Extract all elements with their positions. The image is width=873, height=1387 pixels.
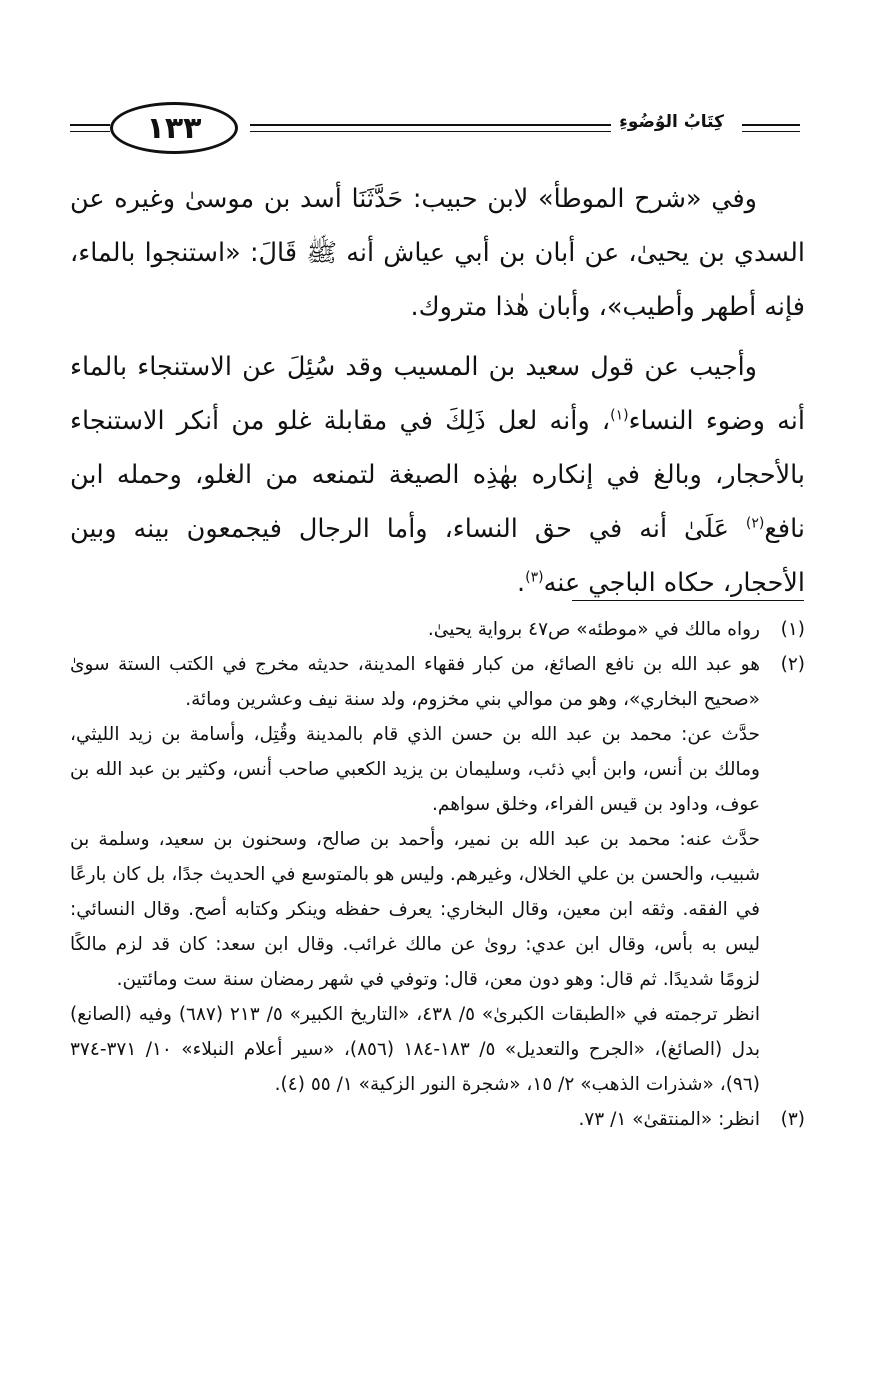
footnote-ref[interactable]: (٢) [745,515,765,532]
footnote-text: حدَّث عنه: محمد بن عبد الله بن نمير، وأحمد بن صالح، وسحنون بن سعيد، وسلمة بن شبيب، والحسن بن علي الخلال، وغيرهم. وليس هو بالمتوسع في الحديث جدًا، بل كان بارعًا في الفقه. وثقه ابن معين، وقال البخاري: يعرف حفظه وينكر وكتابه أصح. وقال النسائي: ليس به بأس، وقال ابن عدي: روىٰ عن مالك غرائب. وقال ابن سعد: كان قد لزم مالكًا لزومًا شديدًا. ثم قال: وهو دون معن، قال: وتوفي في شهر رمضان سنة ست ومائتين. [70,829,760,990]
footnote-continuation [70,717,805,822]
paragraph-text: وأجيب عن قول سعيد بن المسيب وقد سُئِلَ عن الاستنجاء بالماء أنه وضوء النساء [70,352,805,436]
footnote-ref[interactable]: (١) [610,407,629,424]
footnote-text: هو عبد الله بن نافع الصائغ، من كبار فقهاء المدينة، حديثه مخرج في الكتب الستة سوىٰ «صحيح البخاري»، وهو من موالي بني مخزوم، ولد سنة نيف وعشرين ومائة. [70,654,760,710]
footnote [70,612,805,647]
footnote-number: (٢) [780,654,805,675]
page-number: ١٣٣ [110,102,238,154]
footnote-continuation [70,822,805,997]
footnote [70,1102,805,1137]
paragraph-text: ، وأنه لعل ذَلِكَ في مقابلة غلو من أنكر الاستنجاء بالأحجار، وبالغ في إنكاره بهٰذِه الصيغة لتمنعه من الغلو، وحمله ابن نافع [70,406,805,544]
running-head: كِتَابُ الوُضُوءِ [611,112,732,132]
footnotes [70,612,805,1137]
paragraph-text: . [517,568,526,598]
footnote-text: حدَّث عن: محمد بن عبد الله بن حسن الذي قام بالمدينة وقُتِل، وأسامة بن زيد الليثي، ومالك بن أنس، وابن أبي ذئب، وسليمان بن يزيد الكعبي صاحب أنس، وكثير بن عبد الله بن عوف، وداود بن قيس الفراء، وخلق سواهم. [70,724,760,815]
footnote-text: رواه مالك في «موطئه» ص٤٧ برواية يحيىٰ. [427,619,760,640]
footnote [70,647,805,717]
main-text [70,172,805,610]
footnote-number: (٣) [780,1109,805,1130]
header-rule [70,131,110,132]
footnote-number: (١) [780,619,805,640]
footnote-text: انظر: «المنتقىٰ» ١/ ٧٣. [578,1109,760,1130]
footnote-ref[interactable]: (٣) [525,569,544,586]
footnote-continuation [70,997,805,1102]
header-rule [742,124,800,126]
header-rule [70,124,110,126]
paragraph [70,340,805,610]
header-rule [742,131,800,132]
paragraph-text: عَلَىٰ أنه في حق النساء، وأما الرجال فيجمعون بينه وبين الأحجار، حكاه الباجي عنه [70,514,805,598]
page-header [70,100,800,160]
footnote-divider [572,600,804,601]
paragraph: وفي «شرح الموطأ» لابن حبيب: حَدَّثَنَا أسد بن موسىٰ وغيره عن السدي بن يحيىٰ، عن أبان بن أبي عياش أنه ﷺ قَالَ: «استنجوا بالماء، فإنه أطهر وأطيب»، وأبان هٰذا متروك. [70,184,805,322]
footnote-text: انظر ترجمته في «الطبقات الكبرىٰ» ٥/ ٤٣٨، «التاريخ الكبير» ٥/ ٢١٣ (٦٨٧) وفيه (الصانع) بدل (الصائغ)، «الجرح والتعديل» ٥/ ١٨٣-١٨٤ (٨٥٦)، «سير أعلام النبلاء» ١٠/ ٣٧١-٣٧٤ (٩٦)، «شذرات الذهب» ٢/ ١٥، «شجرة النور الزكية» ١/ ٥٥ (٤). [70,1004,760,1095]
